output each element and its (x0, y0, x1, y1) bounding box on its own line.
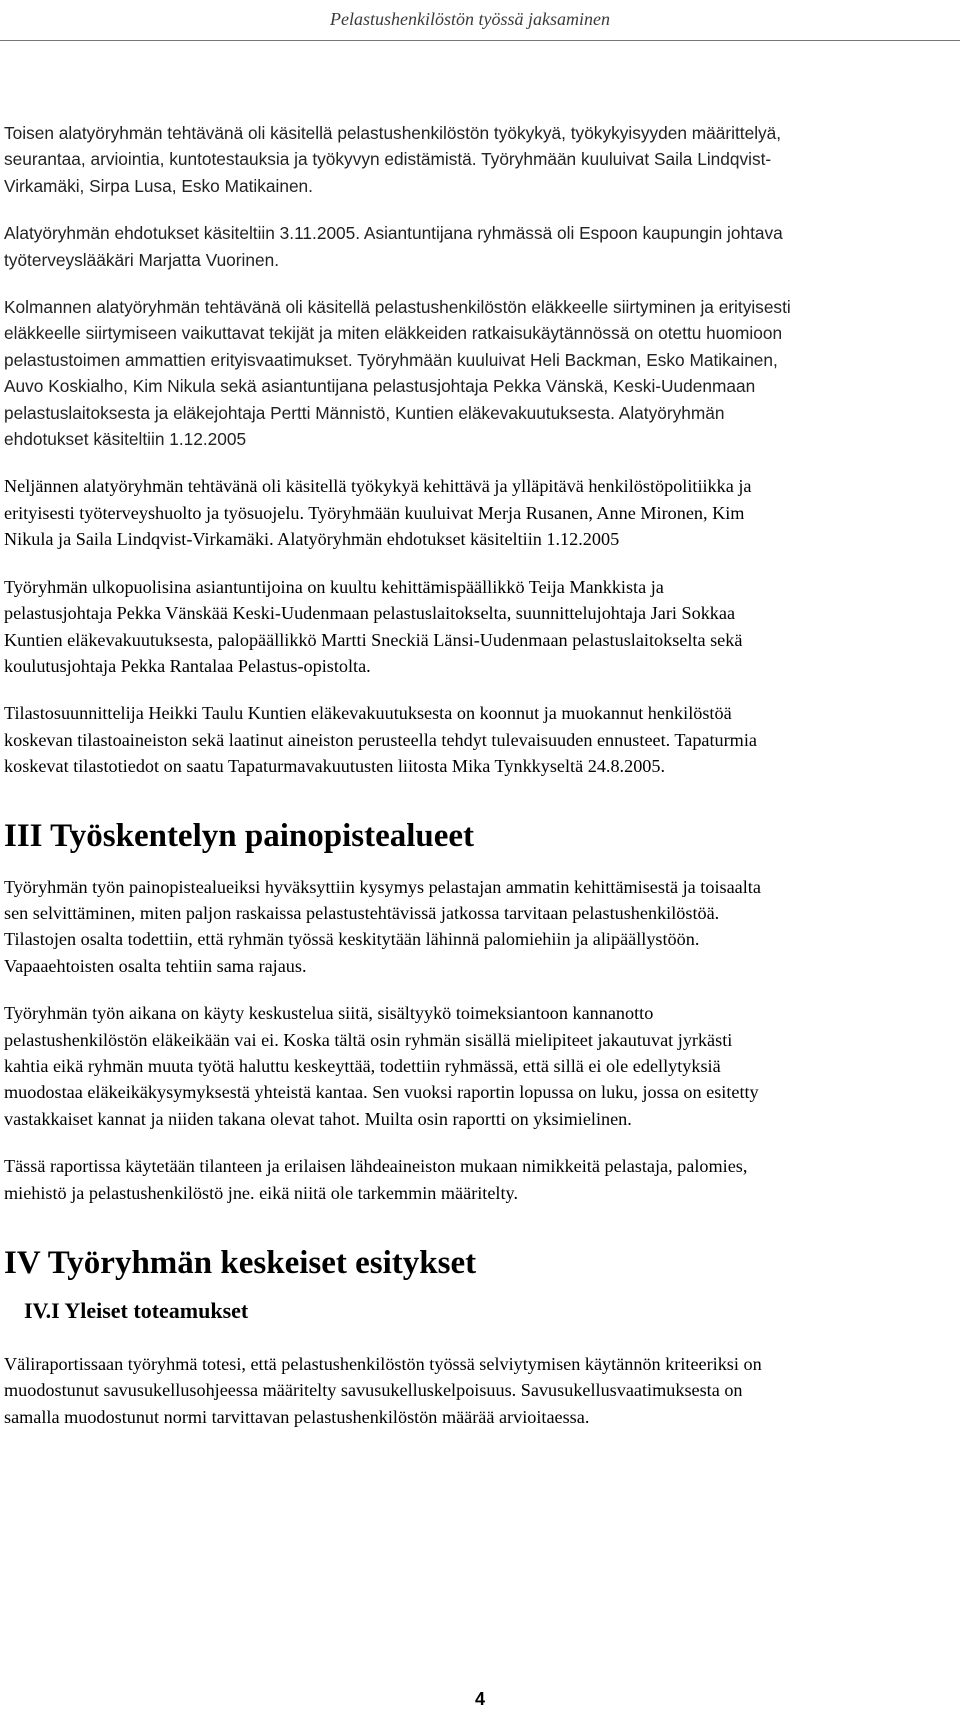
section-spacer (4, 856, 948, 874)
paragraph-terminology: Tässä raportissa käytetään tilanteen ja erilaisen lähdeaineiston mukaan nimikkeitä pelastaja, palomies, miehistö ja pelastushenkilöstö jne. eikä niitä ole tarkemmin määritelty. (4, 1156, 748, 1203)
subsection-heading-general-findings: IV.I Yleiset toteamukset (24, 1298, 249, 1323)
paragraph-second-subgroup-proposals: Alatyöryhmän ehdotukset käsiteltiin 3.11.2005. Asiantuntijana ryhmässä oli Espoon kaupungin johtava työterveyslääkäri Marjatta Vuorinen. (4, 223, 783, 270)
paragraph-statistics: Tilastosuunnittelija Heikki Taulu Kuntien eläkevakuutuksesta on koonnut ja muokannut henkilöstöä koskevan tilastoaineiston sekä laatinut aineiston perusteella tehdyt tulevaisuuden ennusteet. Tapaturmia koskevat tilastotiedot on saatu Tapaturmavakuutusten liitosta Mika Tynkkyseltä 24.8.2005. (4, 703, 757, 777)
paragraph-spacer (4, 452, 948, 473)
paragraph-third-subgroup: Kolmannen alatyöryhmän tehtävänä oli käsitellä pelastushenkilöstön eläkkeelle siirtyminen ja erityisesti eläkkeelle siirtymiseen vaikuttavat tekijät ja miten eläkkeiden ratkaisukäytännössä on otettu huomioon pelastustoimen ammattien erityisvaatimukset. Työryhmään kuuluivat Heli Backman, Esko Matikainen, Auvo Koskialho, Kim Nikula sekä asiantuntijana pelastusjohtaja Pekka Vänskä, Keski-Uudenmaan pelastuslaitoksesta ja eläkejohtaja Pertti Männistö, Kuntien eläkevakuutuksesta. Alatyöryhmän ehdotukset käsiteltiin 1.12.2005 (4, 297, 791, 450)
paragraph-fourth-subgroup: Neljännen alatyöryhmän tehtävänä oli käsitellä työkykyä kehittävä ja ylläpitävä henkilöstöpolitiikka ja erityisesti työterveyshuolto ja työsuojelu. Työryhmään kuuluivat Merja Rusanen, Anne Mironen, Kim Nikula ja Saila Lindqvist-Virkamäki. Alatyöryhmän ehdotukset käsiteltiin 1.12.2005 (4, 476, 752, 550)
page-header (0, 0, 960, 48)
paragraph-spacer (4, 553, 948, 574)
section-spacer (4, 780, 948, 816)
paragraph-second-subgroup: Toisen alatyöryhmän tehtävänä oli käsitellä pelastushenkilöstön työkykyä, työkykyisyyden määrittelyä, seurantaa, arviointia, kuntotestauksia ja työkyvyn edistämistä. Työryhmään kuuluivat Saila Lindqvist- Virkamäki, Sirpa Lusa, Esko Matikainen. (4, 123, 782, 196)
paragraph-focus-areas: Työryhmän työn painopistealueiksi hyväksyttiin kysymys pelastajan ammatin kehittämisestä ja toisaalta sen selvittäminen, miten paljon raskaissa pelastustehtävissä jatkossa tarvitaan pelastushenkilöstöä. Tilastojen osalta todettiin, että ryhmän työssä keskitytään lähinnä palomiehiin ja alipäällystöön. Vapaaehtoisten osalta tehtiin sama rajaus. (4, 876, 761, 976)
paragraph-spacer (4, 273, 948, 294)
running-header-title: Pelastushenkilöstön työssä jaksaminen (330, 9, 610, 29)
section-spacer (4, 1283, 948, 1297)
paragraph-spacer (4, 679, 948, 700)
section-heading-key-proposals: IV Työryhmän keskeiset esitykset (4, 1245, 477, 1281)
document-body (4, 120, 948, 1430)
section-spacer (4, 1206, 948, 1243)
paragraph-retirement-age-discussion: Työryhmän työn aikana on käyty keskustelua siitä, sisältyykö toimeksiantoon kannanotto pelastushenkilöstön eläkeikään vai ei. Koska tältä osin ryhmän sisällä mielipiteet jakautuvat jyrkästi kahtia eikä ryhmän muuta työtä haluttu keskeyttää, todettiin ryhmässä, että sillä ei ole edellytyksiä muodostaa eläkeikäkysymyksestä yhteistä kantaa. Sen vuoksi raportin lopussa on luku, jossa on esitetty vastakkaiset kannat ja niiden takana olevat tahot. Muilta osin raportti on yksimielinen. (4, 1003, 759, 1129)
paragraph-external-experts: Työryhmän ulkopuolisina asiantuntijoina on kuultu kehittämispäällikkö Teija Mankkista ja pelastusjohtaja Pekka Vänskää Keski-Uudenmaan pelastuslaitokselta, suunnittelujohtaja Jari Sokkaa Kuntien eläkevakuutuksesta, palopäällikkö Martti Sneckiä Länsi-Uudenmaan pelastuslaitokselta sekä koulutusjohtaja Pekka Rantalaa Pelastus-opistolta. (4, 576, 743, 676)
paragraph-interim-report: Väliraportissaan työryhmä totesi, että pelastushenkilöstön työssä selviytymisen käytännön kriteeriksi on muodostunut savusukellusohjeessa määritelty savusukelluskelpoisuus. Savusukellusvaatimuksesta on samalla muodostunut normi tarvittavan pelastushenkilöstön määrää arvioitaessa. (4, 1354, 762, 1427)
page-number: 4 (475, 1689, 486, 1709)
paragraph-spacer (4, 199, 948, 220)
paragraph-spacer (4, 1132, 948, 1153)
section-heading-focus-areas: III Työskentelyn painopistealueet (4, 817, 475, 854)
section-spacer (4, 1325, 948, 1351)
header-divider (0, 40, 960, 41)
paragraph-spacer (4, 979, 948, 1000)
